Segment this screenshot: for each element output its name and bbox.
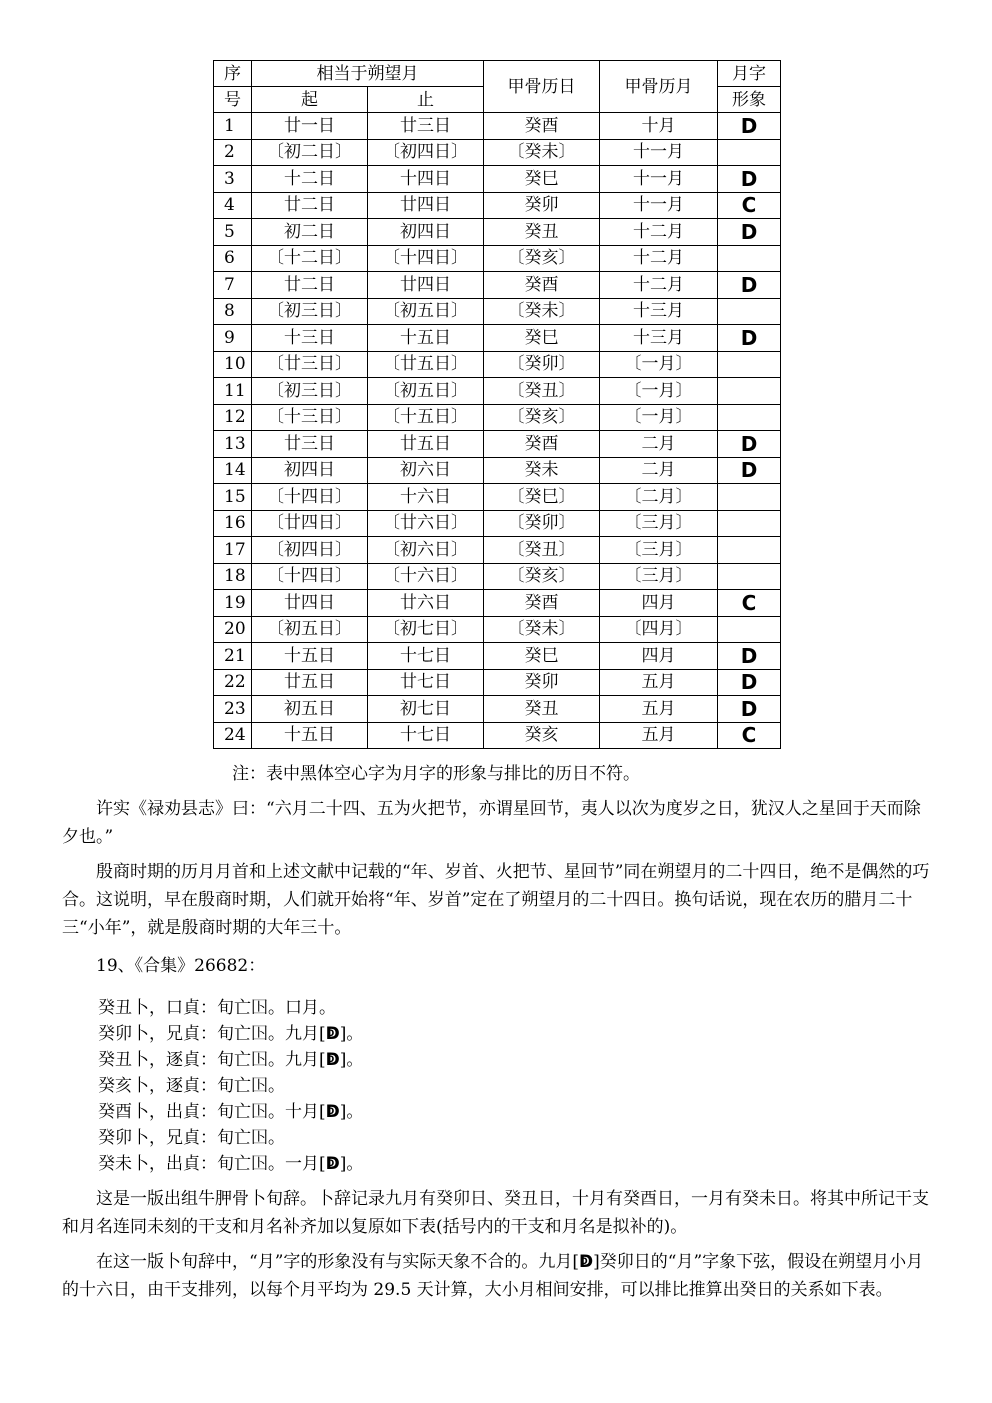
- row-oracle-month: 十月: [600, 113, 718, 140]
- table-row: [214, 563, 781, 590]
- row-moon-shape: D: [718, 325, 781, 352]
- row-oracle-month: 〔一月〕: [600, 378, 718, 405]
- table-row: [214, 113, 781, 140]
- paragraph-2: 殷商时期的历月月首和上述文献中记载的“年、岁首、火把节、星回节”同在朔望月的二十四日，绝不是偶然的巧合。这说明，早在殷商时期，人们就开始将“年、岁首”定在了朔望月的二十四日。换句话说，现在农历的腊月二十三“小年”，就是殷商时期的大年三十。: [62, 862, 930, 938]
- row-index: 16: [214, 510, 252, 537]
- row-index: 22: [214, 669, 252, 696]
- row-oracle-day: 〔癸未〕: [484, 298, 600, 325]
- inscription-close: ]。: [339, 1024, 364, 1044]
- header-lunar-span: 相当于朔望月: [252, 61, 484, 87]
- row-start-day: 初四日: [252, 457, 368, 484]
- row-moon-shape: [718, 351, 781, 378]
- header-oracle-month: 甲骨历月: [600, 61, 718, 113]
- moon-glyph-icon: ↁ: [325, 1102, 340, 1122]
- row-moon-shape: [718, 298, 781, 325]
- row-start-day: 〔初三日〕: [252, 298, 368, 325]
- moon-glyph-icon: ↁ: [325, 1154, 340, 1174]
- row-oracle-day: 癸巳: [484, 166, 600, 193]
- header-shape-bottom: 形象: [718, 87, 781, 113]
- row-index: 10: [214, 351, 252, 378]
- row-oracle-day: 〔癸未〕: [484, 616, 600, 643]
- row-oracle-month: 十一月: [600, 192, 718, 219]
- row-oracle-day: 癸未: [484, 457, 600, 484]
- row-start-day: 廿四日: [252, 590, 368, 617]
- row-oracle-day: 〔癸卯〕: [484, 351, 600, 378]
- row-index: 7: [214, 272, 252, 299]
- row-start-day: 廿一日: [252, 113, 368, 140]
- row-oracle-day: 癸亥: [484, 722, 600, 749]
- row-oracle-day: 癸酉: [484, 113, 600, 140]
- row-end-day: 初六日: [368, 457, 484, 484]
- row-index: 20: [214, 616, 252, 643]
- paragraph-1: 许实《禄劝县志》曰：“六月二十四、五为火把节，亦谓星回节，夷人以次为度岁之日，犹汉人之星回于天而除夕也。”: [62, 799, 921, 847]
- row-oracle-day: 癸卯: [484, 192, 600, 219]
- row-end-day: 初四日: [368, 219, 484, 246]
- row-moon-shape: [718, 484, 781, 511]
- inscription-text: 癸丑卜，口貞：旬亡𡆥。口月。: [98, 998, 336, 1018]
- row-oracle-month: 十二月: [600, 272, 718, 299]
- table-row: [214, 139, 781, 166]
- table-row: [214, 272, 781, 299]
- row-moon-shape: [718, 139, 781, 166]
- row-oracle-day: 癸巳: [484, 325, 600, 352]
- paragraph-5-end: ]癸卯日的“月”字象下弦，假设在朔望月小月的十六日，由干支排列，以每个月平均为 29.5 天计算，大小月相间安排，可以排比推算出癸日的关系如下表。: [62, 1252, 924, 1300]
- row-oracle-month: 十一月: [600, 166, 718, 193]
- row-moon-shape: [718, 404, 781, 431]
- table-row: [214, 457, 781, 484]
- inscription-text: 癸未卜，出貞：旬亡𡆥。一月[: [98, 1154, 326, 1174]
- row-end-day: 廿七日: [368, 669, 484, 696]
- row-oracle-day: 癸酉: [484, 272, 600, 299]
- table-row: [214, 537, 781, 564]
- row-oracle-day: 癸巳: [484, 643, 600, 670]
- header-end: 止: [368, 87, 484, 113]
- row-oracle-day: 癸丑: [484, 219, 600, 246]
- table-row: [214, 590, 781, 617]
- row-oracle-day: 癸卯: [484, 669, 600, 696]
- inscription-text: 癸卯卜，兄貞：旬亡𡆥。九月[: [98, 1024, 326, 1044]
- row-end-day: 廿六日: [368, 590, 484, 617]
- table-row: [214, 245, 781, 272]
- row-oracle-month: 五月: [600, 669, 718, 696]
- row-oracle-day: 癸酉: [484, 590, 600, 617]
- row-end-day: 廿四日: [368, 272, 484, 299]
- lunar-month-table: [213, 60, 781, 749]
- paragraph-5: [62, 1248, 932, 1304]
- row-start-day: 十三日: [252, 325, 368, 352]
- row-index: 5: [214, 219, 252, 246]
- inscription-line: [98, 1073, 285, 1099]
- row-end-day: 〔初五日〕: [368, 378, 484, 405]
- row-oracle-day: 〔癸卯〕: [484, 510, 600, 537]
- row-oracle-month: 十一月: [600, 139, 718, 166]
- row-oracle-month: 五月: [600, 722, 718, 749]
- row-moon-shape: D: [718, 166, 781, 193]
- row-start-day: 廿二日: [252, 192, 368, 219]
- row-end-day: 十七日: [368, 643, 484, 670]
- header-index-top: 序: [214, 61, 252, 87]
- inscription-line: [98, 1047, 363, 1073]
- row-start-day: 十五日: [252, 643, 368, 670]
- table-row: [214, 351, 781, 378]
- row-moon-shape: D: [718, 457, 781, 484]
- inscription-close: ]。: [339, 1102, 364, 1122]
- row-end-day: 〔廿五日〕: [368, 351, 484, 378]
- table-row: [214, 378, 781, 405]
- row-start-day: 十二日: [252, 166, 368, 193]
- row-end-day: 廿四日: [368, 192, 484, 219]
- row-end-day: 〔初四日〕: [368, 139, 484, 166]
- row-index: 13: [214, 431, 252, 458]
- inscription-text: 癸卯卜，兄貞：旬亡𡆥。: [98, 1128, 285, 1148]
- table-row: [214, 219, 781, 246]
- row-oracle-month: 十二月: [600, 245, 718, 272]
- row-moon-shape: C: [718, 722, 781, 749]
- row-start-day: 〔十四日〕: [252, 563, 368, 590]
- inscription-close: ]。: [339, 1050, 364, 1070]
- row-index: 8: [214, 298, 252, 325]
- row-start-day: 〔廿三日〕: [252, 351, 368, 378]
- table-row: [214, 192, 781, 219]
- row-start-day: 〔初四日〕: [252, 537, 368, 564]
- row-index: 11: [214, 378, 252, 405]
- row-start-day: 〔初五日〕: [252, 616, 368, 643]
- row-end-day: 廿三日: [368, 113, 484, 140]
- row-moon-shape: [718, 245, 781, 272]
- row-oracle-month: 〔四月〕: [600, 616, 718, 643]
- table-note: 注：表中黑体空心字为月字的形象与排比的历日不符。: [232, 764, 640, 784]
- row-start-day: 〔十四日〕: [252, 484, 368, 511]
- row-oracle-month: 五月: [600, 696, 718, 723]
- inscription-text: 癸亥卜，逐貞：旬亡𡆥。: [98, 1076, 285, 1096]
- table-row: [214, 669, 781, 696]
- row-index: 17: [214, 537, 252, 564]
- row-end-day: 十六日: [368, 484, 484, 511]
- row-start-day: 十五日: [252, 722, 368, 749]
- row-end-day: 十五日: [368, 325, 484, 352]
- row-index: 2: [214, 139, 252, 166]
- row-end-day: 廿五日: [368, 431, 484, 458]
- row-end-day: 十四日: [368, 166, 484, 193]
- row-index: 24: [214, 722, 252, 749]
- row-start-day: 〔初二日〕: [252, 139, 368, 166]
- moon-glyph-icon: ↁ: [579, 1252, 594, 1272]
- inscription-line: [98, 1125, 285, 1151]
- row-index: 21: [214, 643, 252, 670]
- inscription-close: ]。: [339, 1154, 364, 1174]
- row-index: 12: [214, 404, 252, 431]
- row-oracle-day: 〔癸亥〕: [484, 404, 600, 431]
- inscription-line: [98, 995, 336, 1021]
- table-row: [214, 722, 781, 749]
- row-oracle-day: 〔癸亥〕: [484, 563, 600, 590]
- table-row: [214, 696, 781, 723]
- row-index: 3: [214, 166, 252, 193]
- row-oracle-month: 〔二月〕: [600, 484, 718, 511]
- row-end-day: 初七日: [368, 696, 484, 723]
- row-index: 18: [214, 563, 252, 590]
- inscription-text: 癸酉卜，出貞：旬亡𡆥。十月[: [98, 1102, 326, 1122]
- table-row: [214, 298, 781, 325]
- row-oracle-month: 二月: [600, 457, 718, 484]
- row-oracle-month: 四月: [600, 590, 718, 617]
- row-oracle-day: 〔癸亥〕: [484, 245, 600, 272]
- header-shape-top: 月字: [718, 61, 781, 87]
- row-oracle-day: 〔癸未〕: [484, 139, 600, 166]
- table-row: [214, 166, 781, 193]
- table-row: [214, 510, 781, 537]
- row-moon-shape: D: [718, 431, 781, 458]
- row-oracle-month: 〔三月〕: [600, 537, 718, 564]
- row-oracle-day: 〔癸巳〕: [484, 484, 600, 511]
- row-index: 4: [214, 192, 252, 219]
- row-moon-shape: [718, 537, 781, 564]
- row-oracle-month: 〔一月〕: [600, 351, 718, 378]
- paragraph-5-start: 在这一版卜旬辞中，“月”字的形象没有与实际天象不合的。九月[: [96, 1252, 580, 1272]
- row-index: 15: [214, 484, 252, 511]
- row-oracle-day: 癸酉: [484, 431, 600, 458]
- row-start-day: 廿二日: [252, 272, 368, 299]
- row-end-day: 〔十五日〕: [368, 404, 484, 431]
- inscription-text: 癸丑卜，逐貞：旬亡𡆥。九月[: [98, 1050, 326, 1070]
- row-start-day: 〔初三日〕: [252, 378, 368, 405]
- inscription-line: [98, 1151, 363, 1177]
- row-moon-shape: C: [718, 192, 781, 219]
- row-index: 6: [214, 245, 252, 272]
- table-row: [214, 404, 781, 431]
- row-oracle-month: 十三月: [600, 325, 718, 352]
- row-start-day: 初五日: [252, 696, 368, 723]
- row-oracle-month: 〔三月〕: [600, 563, 718, 590]
- row-start-day: 廿三日: [252, 431, 368, 458]
- moon-glyph-icon: ↁ: [325, 1024, 340, 1044]
- row-moon-shape: D: [718, 272, 781, 299]
- row-index: 19: [214, 590, 252, 617]
- row-start-day: 〔廿四日〕: [252, 510, 368, 537]
- row-oracle-month: 二月: [600, 431, 718, 458]
- table-row: [214, 616, 781, 643]
- row-moon-shape: C: [718, 590, 781, 617]
- row-moon-shape: [718, 616, 781, 643]
- header-oracle-day: 甲骨历日: [484, 61, 600, 113]
- row-index: 23: [214, 696, 252, 723]
- row-oracle-month: 十二月: [600, 219, 718, 246]
- row-moon-shape: D: [718, 643, 781, 670]
- table-row: [214, 484, 781, 511]
- row-moon-shape: D: [718, 696, 781, 723]
- row-end-day: 〔初七日〕: [368, 616, 484, 643]
- row-start-day: 初二日: [252, 219, 368, 246]
- table-row: [214, 325, 781, 352]
- row-moon-shape: D: [718, 113, 781, 140]
- row-end-day: 十七日: [368, 722, 484, 749]
- row-start-day: 〔十三日〕: [252, 404, 368, 431]
- paragraph-4: 这是一版出组牛胛骨卜旬辞。卜辞记录九月有癸卯日、癸丑日，十月有癸酉日，一月有癸未日。将其中所记干支和月名连同未刻的干支和月名补齐加以复原如下表(括号内的干支和月名是拟补的)。: [62, 1189, 929, 1237]
- table-row: [214, 643, 781, 670]
- row-end-day: 〔廿六日〕: [368, 510, 484, 537]
- row-moon-shape: [718, 378, 781, 405]
- row-oracle-month: 四月: [600, 643, 718, 670]
- row-oracle-month: 〔一月〕: [600, 404, 718, 431]
- row-index: 9: [214, 325, 252, 352]
- row-end-day: 〔十六日〕: [368, 563, 484, 590]
- paragraph-3: 19、《合集》26682：: [96, 956, 266, 976]
- inscription-line: [98, 1021, 363, 1047]
- row-moon-shape: D: [718, 219, 781, 246]
- row-start-day: 廿五日: [252, 669, 368, 696]
- moon-glyph-icon: ↁ: [325, 1050, 340, 1070]
- row-oracle-day: 〔癸丑〕: [484, 537, 600, 564]
- row-end-day: 〔初六日〕: [368, 537, 484, 564]
- table-row: [214, 431, 781, 458]
- row-oracle-month: 〔三月〕: [600, 510, 718, 537]
- row-index: 14: [214, 457, 252, 484]
- row-moon-shape: [718, 563, 781, 590]
- header-index-bottom: 号: [214, 87, 252, 113]
- row-oracle-month: 十三月: [600, 298, 718, 325]
- header-start: 起: [252, 87, 368, 113]
- row-oracle-day: 癸丑: [484, 696, 600, 723]
- row-moon-shape: D: [718, 669, 781, 696]
- row-oracle-day: 〔癸丑〕: [484, 378, 600, 405]
- inscription-line: [98, 1099, 363, 1125]
- row-start-day: 〔十二日〕: [252, 245, 368, 272]
- row-end-day: 〔初五日〕: [368, 298, 484, 325]
- row-moon-shape: [718, 510, 781, 537]
- row-index: 1: [214, 113, 252, 140]
- row-end-day: 〔十四日〕: [368, 245, 484, 272]
